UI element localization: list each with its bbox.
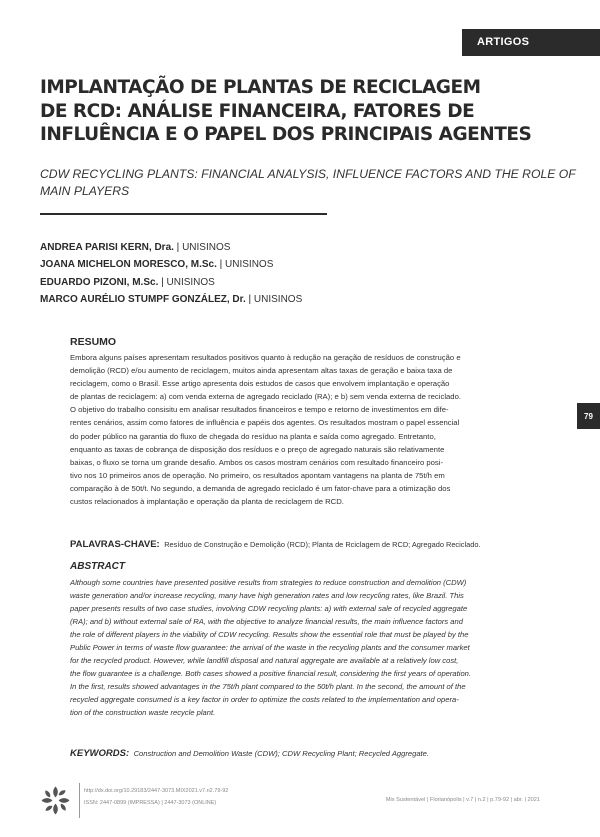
abstract-line: Although some countries have presented positive results from strategies to reduce construction and demolition (CDW)	[70, 578, 467, 587]
resumo-line: tivo nos 10 primeiros anos de operação. No primeiro, os resultados apontam vantagens na planta de 75t/h em	[70, 470, 445, 480]
journal-citation: Mix Sustentável | Florianópolis | v.7 | n.2 | p.79-92 | abr. | 2021	[385, 797, 540, 803]
article-subtitle	[40, 166, 576, 200]
subtitle-line: MAIN PLAYERS	[40, 184, 130, 198]
abstract-line: tion of the construction waste recycle plant.	[70, 708, 216, 718]
article-title	[40, 76, 560, 147]
issn: ISSN: 2447-0899 (IMPRESSA) | 2447-3073 (ONLINE)	[84, 800, 217, 806]
resumo-line: O objetivo do trabalho consisitu em analisar resultados financeiros e tempo e retorno de investimentos em dife-	[70, 405, 449, 415]
author-institution: UNISINOS	[225, 259, 274, 271]
resumo-heading: RESUMO	[70, 336, 117, 348]
resumo-line: Embora alguns países apresentam resultados positivos quanto à redução na geração de resíduos de construção e	[70, 353, 461, 362]
resumo-line: baixas, o fluxo se torna um grande desafio. Ambos os casos mostram cenários com resultado financeiro posi-	[70, 457, 444, 467]
page-number: 79	[577, 403, 600, 429]
author-entry: JOANA MICHELON MORESCO, M.Sc. | UNISINOS	[40, 259, 274, 271]
abstract-line: paper presents results of two case studies, involving CDW recycling plants: a) with external sale of recycled aggregate	[70, 604, 468, 614]
palavras-chave-label: PALAVRAS-CHAVE:	[70, 539, 160, 550]
author-name: EDUARDO PIZONI, M.Sc.	[40, 276, 159, 288]
keywords-value: Construction and Demolition Waste (CDW); CDW Recycling Plant; Recycled Aggregate.	[133, 749, 429, 758]
mix-sustentavel-logo-icon	[40, 785, 71, 816]
title-divider	[40, 213, 327, 215]
keywords-label: KEYWORDS:	[70, 748, 130, 759]
resumo-line: do poder público na garantia do fluxo de chegada do resíduo na planta e saída como agregado. Entretanto,	[70, 431, 436, 441]
resumo-line: reciclagem, como o Brasil. Esse artigo apresenta dois estudos de casos que envolvem implantação e operação	[70, 379, 450, 389]
title-line: DE RCD: ANÁLISE FINANCEIRA, FATORES DE	[40, 100, 475, 122]
abstract-line: for the recycled product. However, while landfill disposal and natural aggregate are available at a relatively low cost,	[70, 656, 459, 666]
author-name: MARCO AURÉLIO STUMPF GONZÁLEZ, Dr.	[40, 293, 246, 305]
keywords	[70, 743, 429, 761]
abstract-line: In the first, results showed advantages in the 75t/h plant compared to the 50t/h plant. In the second, the amount of the	[70, 682, 466, 692]
abstract-line: waste generation and/or increase recycling, many have high generation rates and low recycling rates, like Brazil. This	[70, 591, 464, 601]
footer-divider	[79, 783, 80, 818]
author-entry: ANDREA PARISI KERN, Dra. | UNISINOS	[40, 242, 231, 253]
author-entry: MARCO AURÉLIO STUMPF GONZÁLEZ, Dr. | UNISINOS	[40, 293, 303, 305]
author-name: JOANA MICHELON MORESCO, M.Sc.	[40, 259, 217, 271]
abstract-body	[70, 576, 532, 720]
footer-identifiers	[84, 785, 228, 809]
resumo-line: demolição (RCD) e/ou aumento de reciclagem, muitos ainda apresentam altas taxas de geração e baixa taxa de	[70, 366, 453, 376]
abstract-line: the role of different players in the viability of CDW recycling. Results show the essential role that must be played by the	[70, 630, 469, 640]
author-institution: UNISINOS	[253, 293, 303, 305]
resumo-line: de plantas de reciclagem: a) com venda externa de agregado reciclado (RA); e b) sem venda externa de reciclado.	[70, 392, 461, 402]
abstract-line: Public Power in terms of waste flow guarantee: the arrival of the waste in the recycling plants and the consumer market	[70, 643, 470, 653]
abstract-line: recycled aggregate consumed is a key factor in order to optimize the costs related to the implementation and opera-	[70, 695, 459, 705]
resumo-line: custos relacionados à implantação e operação da planta de reciclagem de RCD.	[70, 497, 344, 507]
abstract-line: the flow guarantee is a challenge. Both cases showed a positive financial result, considering the first years of operation.	[70, 669, 472, 679]
section-label: ARTIGOS	[462, 29, 600, 56]
resumo-line: enquanto as taxas de cobrança de disposição dos resíduos e o preço de agregado naturais são relativamente	[70, 444, 445, 454]
resumo-line: comparação à de 50t/t. No segundo, a demanda de agregado reciclado é um fator-chave para a otimização dos	[70, 483, 451, 493]
author-entry: EDUARDO PIZONI, M.Sc. | UNISINOS	[40, 276, 215, 288]
resumo-line: rentes cenários, assim como fatores de influência e papéis dos agentes. Os resultados mostram o papel essencial	[70, 418, 460, 428]
author-list	[40, 239, 440, 308]
abstract-heading: ABSTRACT	[70, 561, 125, 572]
title-line: INFLUÊNCIA E O PAPEL DOS PRINCIPAIS AGENTES	[40, 124, 532, 145]
palavras-chave	[70, 534, 540, 552]
subtitle-line: CDW RECYCLING PLANTS: FINANCIAL ANALYSIS, INFLUENCE FACTORS AND THE ROLE OF	[40, 167, 576, 181]
title-line: IMPLANTAÇÃO DE PLANTAS DE RECICLAGEM	[40, 77, 481, 98]
author-institution: UNISINOS	[182, 242, 231, 253]
resumo-body	[70, 351, 532, 508]
abstract-line: (RA); and b) without external sale of RA, with the objective to analyze financial results, the main influence factors and	[70, 617, 463, 627]
author-institution: UNISINOS	[166, 276, 215, 288]
doi-link[interactable]: http://dx.doi.org/10.29183/2447-3073.MIX2021.v7.n2.79-92	[84, 788, 229, 794]
palavras-chave-value: Resíduo de Construção e Demolição (RCD); Planta de Rciclagem de RCD; Agregado Reciclado.	[164, 540, 481, 549]
author-name: ANDREA PARISI KERN, Dra.	[40, 242, 174, 253]
